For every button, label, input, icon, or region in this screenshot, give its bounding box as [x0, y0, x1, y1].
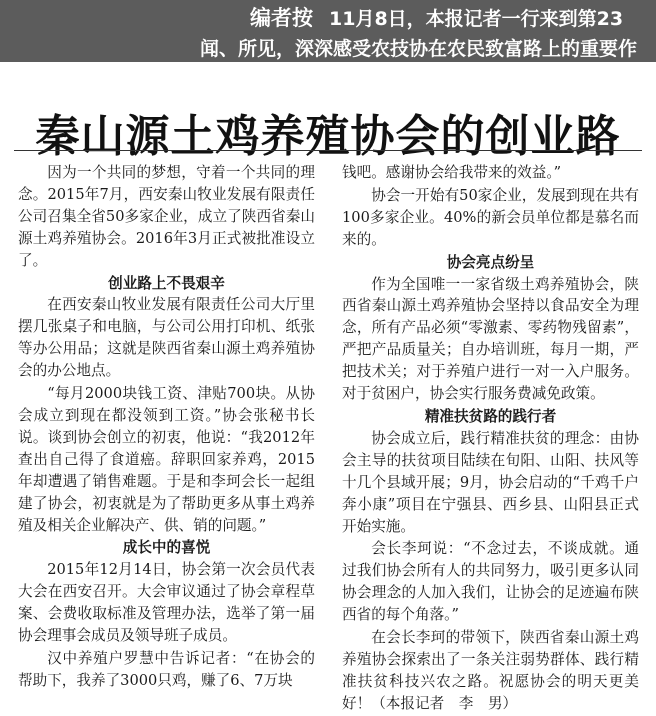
- section-heading: [342, 252, 639, 274]
- article-paragraph: [342, 274, 639, 405]
- article-column-right: [342, 162, 639, 716]
- paragraph-text: 协会一开始有50家企业，发展到现在共有100多家企业。40%的新会员单位都是慕名而来的。: [342, 186, 639, 248]
- article-paragraph: [18, 648, 315, 692]
- article-paragraph: [342, 185, 639, 251]
- paragraph-text: 2015年12月14日，协会第一次会员代表大会在西安召开。大会审议通过了协会章程草案、会费收取标准及管理办法，选举了第一届协会理事会成员及领导班子成员。: [18, 561, 315, 645]
- article-paragraph: [18, 383, 315, 536]
- editor-note-label: 编者按: [250, 6, 313, 30]
- paragraph-text: 在会长李珂的带领下，陕西省秦山源土鸡养殖协会探索出了一条关注弱势群体、践行精准扶贫科技兴农之路。祝愿协会的明天更美好！: [342, 629, 639, 712]
- article-paragraph: [342, 428, 639, 538]
- paragraph-text: 因为一个共同的梦想，守着一个共同的理念。2015年7月，西安秦山牧业发展有限责任公司召集全省50多家企业，成立了陕西省秦山源土鸡养殖协会。2016年3月正式被批准设立了。: [18, 164, 315, 269]
- article-headline: 秦山源土鸡养殖协会的创业路: [35, 111, 621, 163]
- article-paragraph: [342, 162, 639, 184]
- paragraph-text: 在西安秦山牧业发展有限责任公司大厅里摆几张桌子和电脑，与公司公用打印机、纸张等办公用品；这就是陕西省秦山源土鸡养殖协会的办公地点。: [18, 296, 315, 380]
- article-paragraph: [18, 294, 315, 382]
- section-heading: [18, 273, 315, 295]
- editor-note-text-1: 11月8日，本报记者一行来到第23: [329, 8, 624, 30]
- editor-note-line-1: [250, 2, 623, 32]
- section-heading-text: 创业路上不畏艰辛: [108, 274, 225, 292]
- article-column-left: [18, 162, 315, 693]
- section-heading: [342, 406, 639, 428]
- article-paragraph: [18, 559, 315, 647]
- paragraph-text: 汉中养殖户罗慧中告诉记者：“在协会的帮助下，我养了3000只鸡，赚了6、7万块: [18, 649, 315, 689]
- section-heading-text: 精准扶贫路的践行者: [424, 407, 557, 425]
- paragraph-text: “每月2000块钱工资、津贴700块。从协会成立到现在都没领到工资。”协会张秘书长说。谈到协会创立的初衷，他说：“我2012年查出自己得了食道癌。辞职回家养鸡，2015年却遭遇了销售难题。于是和李珂会长一起组建了协会，初衷就是为了帮助更多从事土鸡养殖及相关企业解决产、供、销的问题。”: [18, 385, 315, 534]
- paragraph-text: 钱吧。感谢协会给我带来的效益。”: [342, 164, 562, 181]
- editor-note-line-2: 闻、所见，深深感受农技协在农民致富路上的重要作: [200, 38, 638, 60]
- article-paragraph: [342, 627, 639, 715]
- editor-note-banner: [0, 0, 656, 62]
- section-heading: [18, 537, 315, 559]
- paragraph-text: 会长李珂说：“不念过去，不谈成就。通过我们协会所有人的共同努力，吸引更多认同协会理念的人加入我们，让协会的足迹遍布陕西省的每个角落。”: [342, 540, 639, 624]
- section-heading-text: 协会亮点纷呈: [446, 253, 535, 271]
- article-byline: （本报记者 李 男）: [371, 694, 518, 712]
- article-paragraph: [342, 538, 639, 626]
- headline-divider: [14, 150, 642, 151]
- article-paragraph: [18, 162, 315, 272]
- section-heading-text: 成长中的喜悦: [122, 539, 211, 557]
- paragraph-text: 协会成立后，践行精准扶贫的理念：由协会主导的扶贫项目陆续在旬阳、山阳、扶风等十几个县域开展；9月，协会启动的“千鸡千户奔小康”项目在宁强县、西乡县、山阳县正式开始实施。: [342, 429, 639, 535]
- paragraph-text: 作为全国唯一一家省级土鸡养殖协会，陕西省秦山源土鸡养殖协会坚持以食品安全为理念，所有产品必须“零激素、零药物残留素”，严把产品质量关；自办培训班，每月一期，严把技术关；对于养殖户进行一对一入户服务。对于贫困户，协会实行服务费减免政策。: [342, 275, 639, 403]
